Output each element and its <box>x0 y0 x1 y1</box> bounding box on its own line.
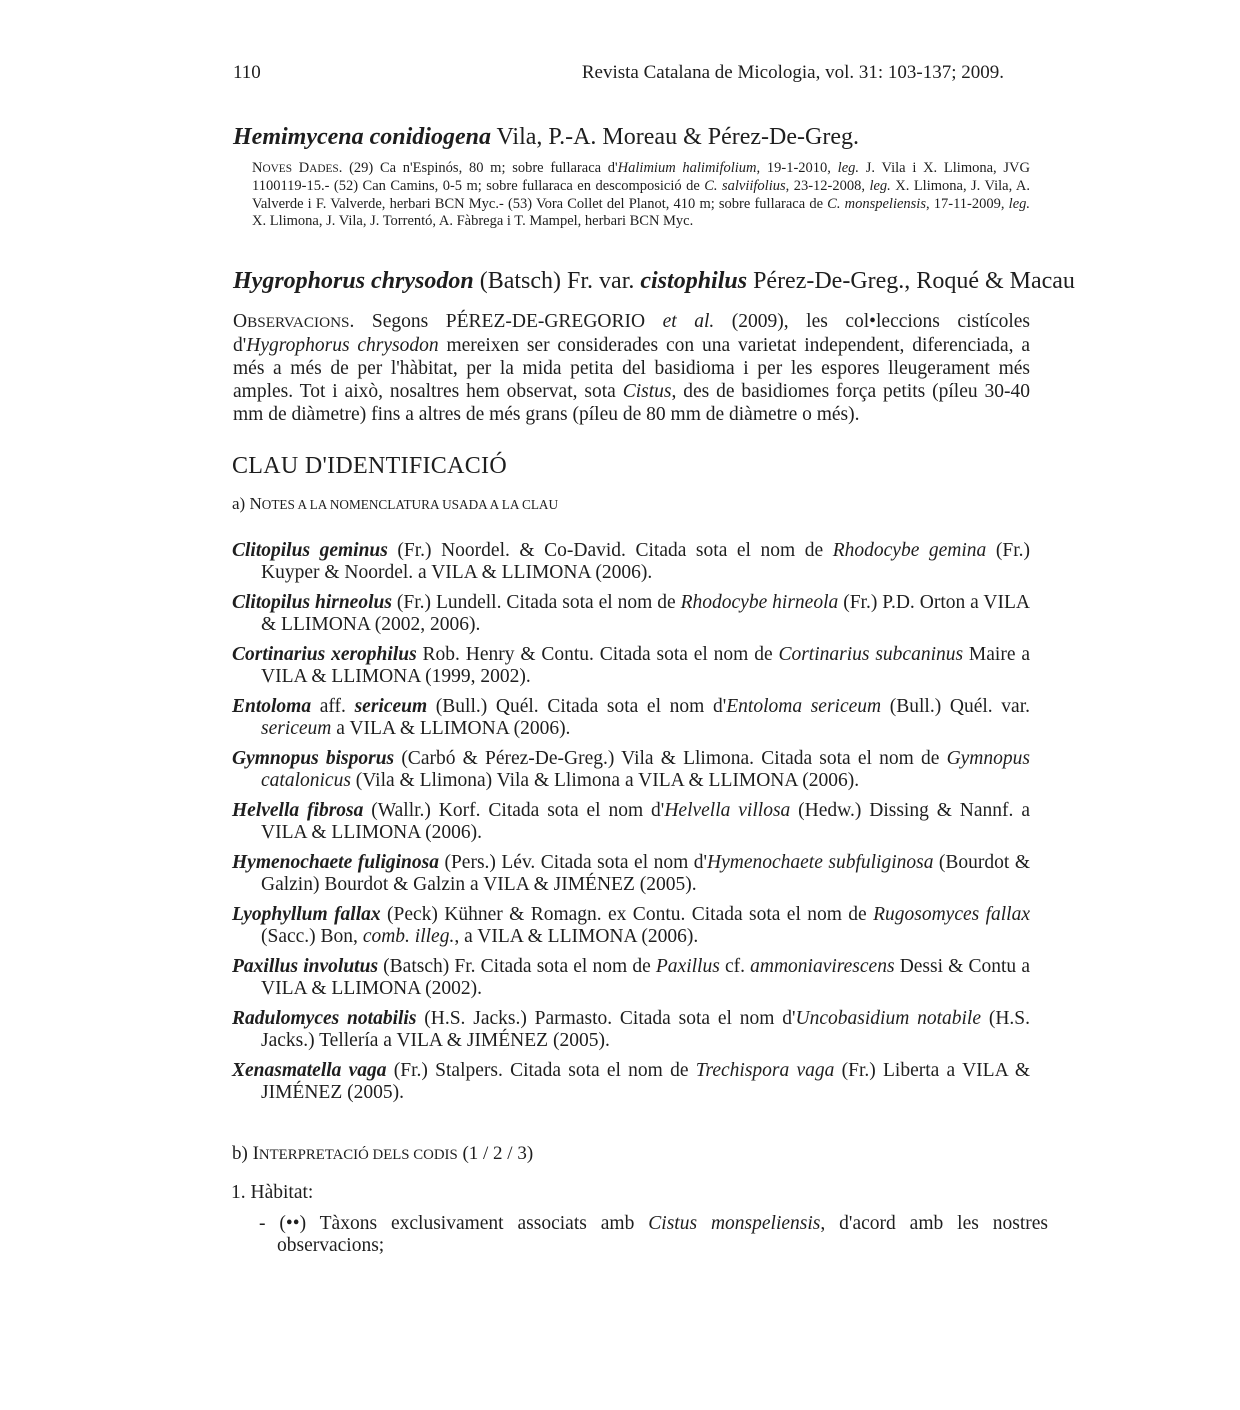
species-authors: Vila, P.-A. Moreau & Pérez-De-Greg. <box>490 124 859 150</box>
suffix: (1 / 2 / 3) <box>457 1143 534 1164</box>
text: (Bourdot & Galzin) Bourdot & Galzin a VILA & JIMÉNEZ (2005). <box>261 852 1030 895</box>
text: (Hedw.) Dissing & Nannf. a VILA & LLIMONA (2006). <box>261 800 1030 843</box>
text: , 19-1-2010, <box>756 160 838 176</box>
section-title: CLAU D'IDENTIFICACIÓ <box>232 453 507 479</box>
text: cf. <box>719 956 751 977</box>
synonym: Helvella villosa <box>664 800 791 821</box>
list-item <box>232 748 1030 792</box>
taxon: Cistus monspeliensis <box>648 1213 821 1234</box>
habitat-item <box>259 1213 1048 1257</box>
synonym: sericeum <box>261 718 332 739</box>
text: leg. <box>869 178 891 195</box>
species-name: Hygrophorus chrysodon <box>233 268 474 294</box>
taxon-name: Clitopilus hirneolus <box>232 592 392 613</box>
text: , 23-12-2008, <box>785 178 870 195</box>
text: (Fr.) Kuyper & Noordel. a VILA & LLIMONA (2006). <box>261 540 1030 583</box>
text: a VILA & LLIMONA (2006). <box>331 718 571 739</box>
subsection-a-heading <box>232 494 558 514</box>
taxon-name: Helvella fibrosa <box>232 800 364 821</box>
label-initial: D <box>298 160 310 176</box>
species-name: Hemimycena conidiogena <box>233 124 491 150</box>
text: (Fr.) P.D. Orton a VILA & LLIMONA (2002, 2006). <box>261 592 1030 635</box>
taxon-name: Paxillus involutus <box>232 956 379 977</box>
subsection-b-heading <box>232 1143 533 1165</box>
list-item <box>232 800 1030 844</box>
synonym: Hymenochaete subfuliginosa <box>707 852 934 873</box>
noves-dades-paragraph <box>252 160 1030 231</box>
label-rest: NTERPRETACIÓ DELS CODIS <box>258 1147 458 1163</box>
species-title-hygrophorus <box>233 268 1075 295</box>
taxon: Halimium halimifolium <box>617 160 757 176</box>
label-rest: ADES <box>309 163 339 175</box>
list-item <box>232 1008 1030 1052</box>
synonym: Rhodocybe gemina <box>832 540 987 561</box>
running-header: Revista Catalana de Micologia, vol. 31: 103-137; 2009. <box>581 62 1004 83</box>
taxon-name: Clitopilus geminus <box>232 540 388 561</box>
text: Rob. Henry & Contu. Citada sota el nom de <box>416 644 779 665</box>
synonym: Rhodocybe hirneola <box>680 592 839 613</box>
synonym: Trechispora vaga <box>695 1060 835 1081</box>
synonym: ammoniavirescens <box>750 956 895 977</box>
text: (H.S. Jacks.) Parmasto. Citada sota el nom d' <box>416 1008 796 1029</box>
text: (Wallr.) Korf. Citada sota el nom d' <box>363 800 665 821</box>
label-initial: I <box>252 1143 259 1164</box>
text: . Segons PÉREZ-DE-GREGORIO <box>349 311 663 332</box>
text: et al. <box>662 311 715 332</box>
taxon: C. monspeliensis <box>827 195 926 212</box>
list-item <box>232 644 1030 688</box>
taxon-name: Hymenochaete fuliginosa <box>232 852 439 873</box>
list-item <box>232 592 1030 636</box>
list-item <box>232 852 1030 896</box>
taxon: Hygrophorus chrysodon <box>246 335 439 356</box>
text: , 17-11-2009, <box>925 195 1009 212</box>
text: (Bull.) Quél. var. <box>881 696 1030 717</box>
taxon-name: Lyophyllum fallax <box>232 904 381 925</box>
species-authors: (Batsch) Fr. var. <box>473 268 641 294</box>
text: X. Llimona, J. Vila, A. Valverde i F. Valverde, herbari BCN Myc.- (53) Vora Collet del Planot, 410 m; sobre fullaraca de <box>252 178 1030 212</box>
label-initial: O <box>233 311 248 332</box>
text: mereixen ser considerades con una varietat independent, diferenciada, a més a més de per l'hàbitat, per la mida petita del basidioma i per les espores lleugerament més amples. Tot i això, nosaltres hem observat, sota <box>233 335 1030 402</box>
taxon-name: Xenasmatella vaga <box>232 1060 387 1081</box>
page-number: 110 <box>233 62 261 83</box>
text: (2009), les col•leccions cistícoles d' <box>233 311 1030 356</box>
observacions-paragraph <box>233 310 1030 426</box>
text: Maire a VILA & LLIMONA (1999, 2002). <box>261 644 1030 687</box>
text: (Fr.) Lundell. Citada sota el nom de <box>391 592 681 613</box>
label-rest: BSERVACIONS <box>247 314 350 331</box>
text: Dessi & Contu a VILA & LLIMONA (2002). <box>261 956 1030 999</box>
text: (Fr.) Noordel. & Co-David. Citada sota el nom de <box>387 540 833 561</box>
species-title-hemimycena <box>233 124 859 151</box>
taxon: Cistus <box>622 381 672 402</box>
habitat-heading: 1. Hàbitat: <box>231 1182 314 1203</box>
text: , des de basidiomes força petits (píleu 30-40 mm de diàmetre) fins a altres de més grans (píleu de 80 mm de diàmetre o més). <box>233 381 1030 425</box>
synonym: Rugosomyces fallax <box>873 904 1030 925</box>
label-rest: OTES A LA NOMENCLATURA USADA A LA CLAU <box>261 497 559 512</box>
list-item <box>232 696 1030 740</box>
text: (Sacc.) Bon, <box>261 926 363 947</box>
text: (Carbó & Pérez-De-Greg.) Vila & Llimona. Citada sota el nom de <box>394 748 947 769</box>
text: (Pers.) Lév. Citada sota el nom d' <box>438 852 708 873</box>
taxon-name: Radulomyces notabilis <box>232 1008 417 1029</box>
text: (Fr.) Stalpers. Citada sota el nom de <box>386 1060 696 1081</box>
taxon-epithet: sericeum <box>354 696 428 717</box>
nomenclature-list <box>232 540 1030 1112</box>
text: , a VILA & LLIMONA (2006). <box>454 926 699 947</box>
text: (Fr.) Liberta a VILA & JIMÉNEZ (2005). <box>261 1060 1030 1103</box>
label-initial: N <box>252 160 263 176</box>
text: leg. <box>1008 195 1031 212</box>
list-item <box>232 956 1030 1000</box>
list-item <box>232 1060 1030 1104</box>
taxon: C. salviifolius <box>704 178 786 195</box>
synonym: Cortinarius subcaninus <box>778 644 964 665</box>
text: - (••) Tàxons exclusivament associats amb <box>259 1213 649 1234</box>
text: (Vila & Llimona) Vila & Llimona a VILA & LLIMONA (2006). <box>350 770 860 791</box>
taxon-name: Gymnopus bisporus <box>232 748 395 769</box>
text: (H.S. Jacks.) Tellería a VILA & JIMÉNEZ (2005). <box>261 1008 1031 1051</box>
text: leg. <box>837 160 860 176</box>
list-item <box>232 904 1030 948</box>
label-initial: N <box>249 494 262 513</box>
text: X. Llimona, J. Vila, J. Torrentó, A. Fàbrega i T. Mampel, herbari BCN Myc. <box>252 213 694 230</box>
variety-name: cistophilus <box>640 268 748 294</box>
taxon-name: Cortinarius xerophilus <box>232 644 417 665</box>
text: . (29) Ca n'Espinós, 80 m; sobre fullaraca d' <box>338 160 618 176</box>
prefix: a) <box>232 494 250 513</box>
text: (Bull.) Quél. Citada sota el nom d' <box>427 696 727 717</box>
text: J. Vila i X. Llimona, JVG 1100119-15.- (52) Can Camins, 0-5 m; sobre fullaraca en descomposició de <box>252 160 1030 195</box>
synonym: Entoloma sericeum <box>726 696 882 717</box>
label-rest: OVES <box>262 163 292 175</box>
text: comb. illeg. <box>362 926 455 947</box>
text: (Peck) Kühner & Romagn. ex Contu. Citada sota el nom de <box>380 904 874 925</box>
synonym: Gymnopus catalonicus <box>261 748 1030 791</box>
synonym: Uncobasidium notabile <box>795 1008 982 1029</box>
text: (Batsch) Fr. Citada sota el nom de <box>378 956 656 977</box>
synonym: Paxillus <box>655 956 720 977</box>
list-item <box>232 540 1030 584</box>
taxon-name: Entoloma <box>232 696 312 717</box>
variety-authors: Pérez-De-Greg., Roqué & Macau <box>747 268 1075 294</box>
text: , d'acord amb les nostres observacions; <box>277 1213 1048 1256</box>
text: aff. <box>311 696 355 717</box>
prefix: b) <box>232 1143 253 1164</box>
